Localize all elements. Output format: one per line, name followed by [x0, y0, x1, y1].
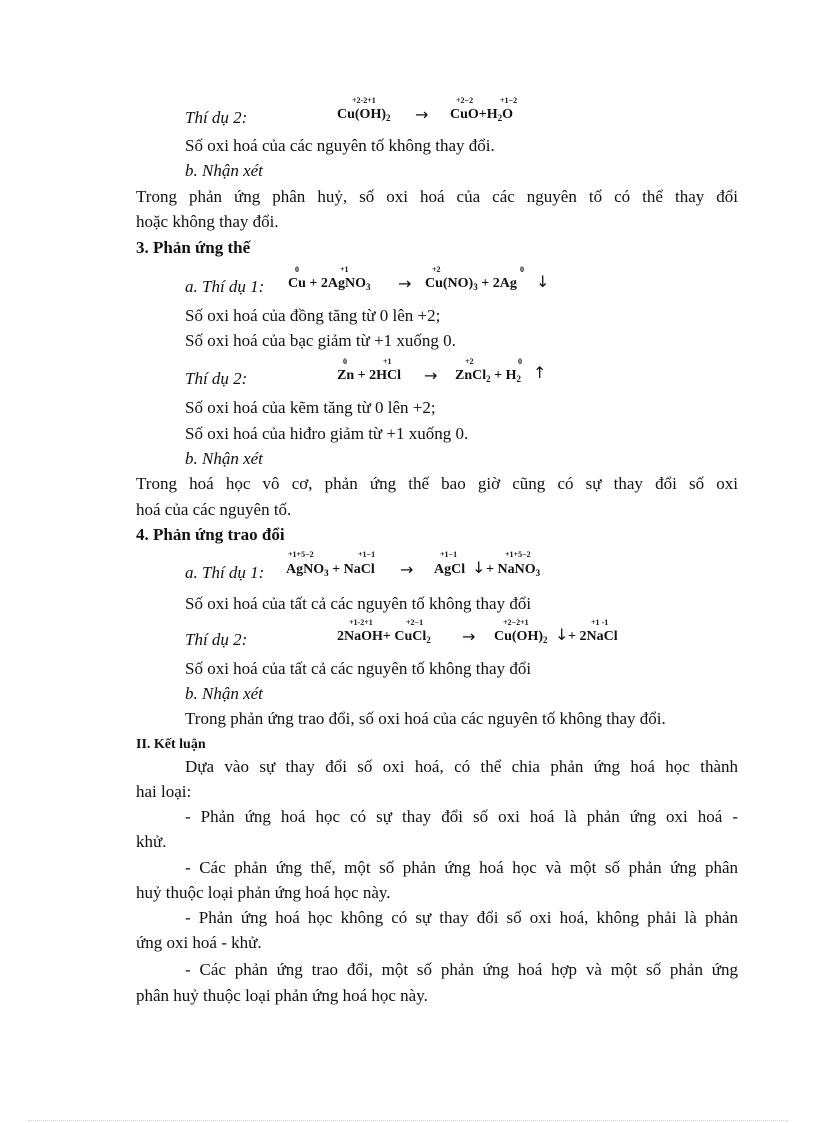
section-heading: II. Kết luận [136, 737, 206, 752]
list-item-continuation: ứng oxi hoá - khử. [136, 933, 262, 952]
formula: + 2NaCl [568, 629, 618, 644]
formula: Zn + 2HCl [337, 368, 401, 383]
section-heading: 3. Phản ứng thế [136, 238, 251, 257]
example-label: Thí dụ 2: [185, 108, 248, 127]
section-heading: 4. Phản ứng trao đổi [136, 525, 285, 544]
oxidation-number: +1−2 [500, 96, 518, 105]
paragraph: Số oxi hoá của tất cả các nguyên tố không thay đổi [185, 659, 532, 678]
formula: + NaNO$_3$ [486, 562, 541, 578]
oxidation-number: +1 -1 [591, 618, 609, 627]
paragraph: Số oxi hoá của bạc giảm từ +1 xuống 0. [185, 331, 456, 350]
subheading: b. Nhận xét [185, 684, 263, 703]
formula: AgCl [434, 562, 466, 577]
oxidation-number: 0 [518, 357, 522, 366]
oxidation-number: +2−1 [406, 618, 424, 627]
arrow-icon: → [424, 366, 438, 385]
oxidation-number: +1−1 [440, 550, 458, 559]
oxidation-number: 0 [520, 265, 524, 274]
paragraph: Số oxi hoá của đồng tăng từ 0 lên +2; [185, 306, 441, 325]
arrow-icon: → [398, 274, 412, 293]
oxidation-number: 0 [295, 265, 299, 274]
down-arrow-icon: ↓ [555, 625, 569, 644]
list-item: - Các phản ứng thế, một số phản ứng hoá học và một số phản ứng phân [185, 858, 738, 877]
example-label: a. Thí dụ 1: [185, 563, 265, 582]
example-label: Thí dụ 2: [185, 630, 248, 649]
formula: $Cu(OH)_2$ [337, 107, 391, 123]
oxidation-number: 0 [343, 357, 347, 366]
oxidation-number: +1+5−2 [505, 550, 531, 559]
example-label: a. Thí dụ 1: [185, 277, 265, 296]
oxidation-number: +1 [383, 357, 392, 366]
paragraph: Số oxi hoá của kẽm tăng từ 0 lên +2; [185, 398, 436, 417]
oxidation-number: +2 [465, 357, 474, 366]
paragraph: hoá của các nguyên tố. [136, 500, 292, 519]
formula: 2NaOH+ CuCl$_2$ [337, 629, 431, 645]
paragraph: Trong phản ứng phân huỷ, số oxi hoá của các nguyên tố có thể thay đổi [136, 187, 738, 206]
oxidation-number: +1−1 [358, 550, 376, 559]
paragraph: Số oxi hoá của tất cả các nguyên tố không thay đổi [185, 594, 532, 613]
paragraph: hoặc không thay đổi. [136, 212, 279, 231]
list-item-continuation: khử. [136, 832, 167, 851]
list-item-continuation: phân huỷ thuộc loại phản ứng hoá học này. [136, 986, 428, 1005]
oxidation-number: +1+5−2 [288, 550, 314, 559]
formula: $Cu(NO)_3 + 2Ag$ [425, 276, 517, 292]
arrow-icon: → [415, 105, 429, 124]
oxidation-number: +2−2 [456, 96, 474, 105]
formula: ZnCl$_2$ + $H_2$ [455, 368, 521, 384]
oxidation-number: +2 [432, 265, 441, 274]
paragraph: Trong phản ứng trao đổi, số oxi hoá của các nguyên tố không thay đổi. [185, 709, 666, 728]
subheading: b. Nhận xét [185, 449, 263, 468]
paragraph: Số oxi hoá của hiđro giảm từ +1 xuống 0. [185, 424, 469, 443]
example-label: Thí dụ 2: [185, 369, 248, 388]
footer-divider [28, 1120, 788, 1121]
paragraph: Dựa vào sự thay đổi số oxi hoá, có thể chia phản ứng hoá học thành [185, 757, 738, 776]
list-item: - Phản ứng hoá học không có sự thay đổi số oxi hoá, không phải là phản [185, 908, 738, 927]
down-arrow-icon: ↓ [536, 272, 550, 291]
formula: $CuO+H_2O$ [450, 107, 514, 123]
list-item: - Phản ứng hoá học có sự thay đổi số oxi hoá là phản ứng oxi hoá - [185, 807, 738, 826]
formula: Cu + 2AgNO$_3$ [288, 276, 371, 292]
down-arrow-icon: ↓ [472, 558, 486, 577]
arrow-icon: → [400, 560, 414, 579]
list-item-continuation: huỷ thuộc loại phản ứng hoá học này. [136, 883, 391, 902]
formula: $Cu(OH)_2$ [494, 629, 548, 645]
formula: AgNO$_3$ + NaCl [286, 562, 375, 578]
up-arrow-icon: ↑ [533, 363, 547, 382]
oxidation-number: +2-2+1 [352, 96, 376, 105]
paragraph: hai loại: [136, 782, 192, 801]
paragraph: Số oxi hoá của các nguyên tố không thay đổi. [185, 136, 495, 155]
list-item: - Các phản ứng trao đổi, một số phản ứng hoá hợp và một số phản ứng [185, 960, 738, 979]
subheading: b. Nhận xét [185, 161, 263, 180]
oxidation-number: +2−2+1 [503, 618, 529, 627]
arrow-icon: → [462, 627, 476, 646]
oxidation-number: +1 [340, 265, 349, 274]
oxidation-number: +1-2+1 [349, 618, 373, 627]
paragraph: Trong hoá học vô cơ, phản ứng thế bao giờ cũng có sự thay đổi số oxi [136, 474, 738, 493]
